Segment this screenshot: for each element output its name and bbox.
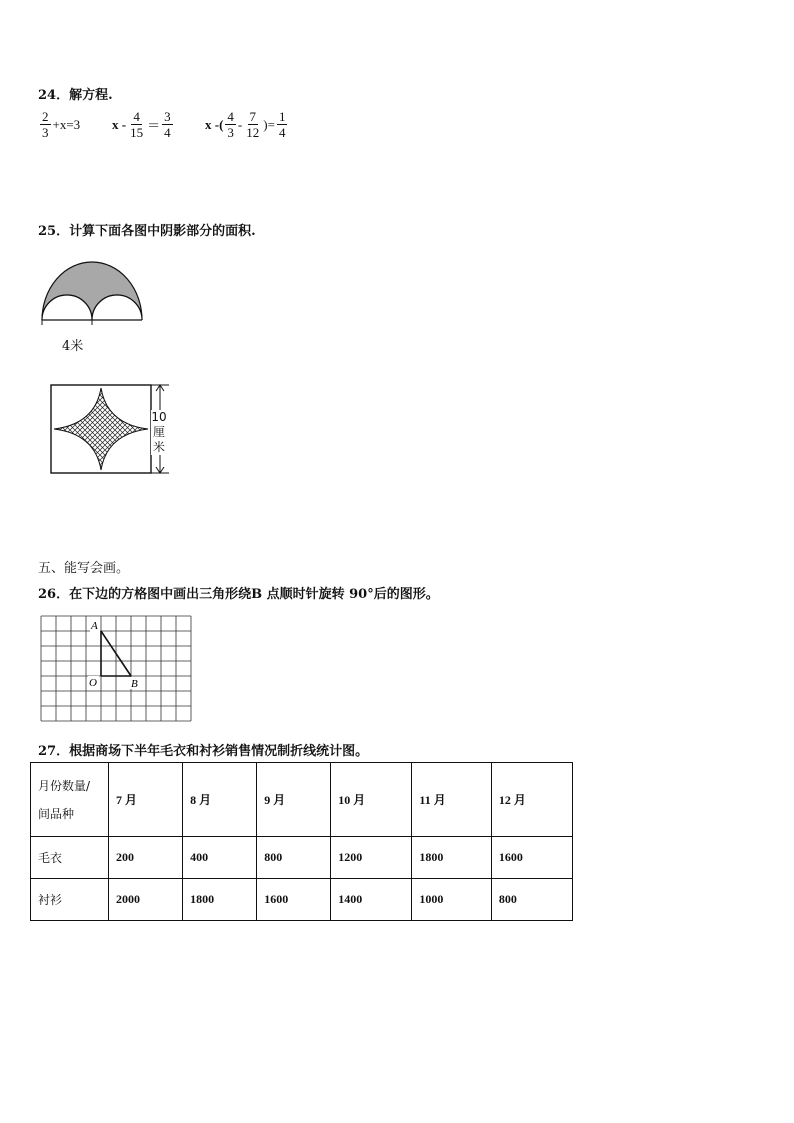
- grid-figure: [38, 612, 194, 722]
- table-cell: 1200: [331, 837, 412, 879]
- fraction: [225, 110, 236, 139]
- table-cell: 800: [491, 879, 572, 921]
- table-cell: 1600: [491, 837, 572, 879]
- equals-sign: ＝: [147, 118, 161, 133]
- point-b-label: B: [131, 678, 138, 690]
- row-label: 毛衣: [31, 837, 109, 879]
- numerator: 1: [278, 109, 286, 124]
- fraction: [40, 110, 51, 139]
- equation-text: )=: [263, 116, 275, 132]
- denominator: 4: [164, 125, 171, 140]
- table-cell: 1800: [412, 837, 492, 879]
- numerator: 3: [164, 109, 171, 124]
- fig1-dimension-label: 4米: [62, 339, 84, 354]
- point-a-label: A: [91, 620, 98, 632]
- table-cell: 200: [109, 837, 183, 879]
- numerator: 4: [227, 109, 234, 124]
- equation-2: [112, 110, 175, 139]
- table-cell: 1800: [183, 879, 257, 921]
- table-cell: 2000: [109, 879, 183, 921]
- table-row: [31, 879, 573, 921]
- corner-line: 间品种: [38, 806, 75, 821]
- q25-title: 25．计算下面各图中阴影部分的面积.: [38, 224, 256, 239]
- numerator: 7: [249, 109, 257, 124]
- equation-3: [205, 110, 289, 139]
- month-header: 12 月: [491, 763, 572, 837]
- fraction: [277, 110, 288, 139]
- minus-sign: -: [237, 116, 243, 132]
- month-header: 10 月: [331, 763, 412, 837]
- month-header: 8 月: [183, 763, 257, 837]
- corner-line: 月份数量/: [38, 778, 91, 793]
- table-cell: 1400: [331, 879, 412, 921]
- fig2-dimension-label: [151, 410, 167, 455]
- table-cell: 1600: [257, 879, 331, 921]
- fraction: [128, 110, 145, 139]
- month-header: 7 月: [109, 763, 183, 837]
- table-cell: 800: [257, 837, 331, 879]
- section-5-title: 五、能写会画。: [38, 561, 130, 576]
- dimension-unit-char: 厘: [152, 425, 165, 439]
- equation-1: [38, 110, 80, 139]
- equation-text: +x=3: [52, 116, 81, 132]
- table-row: [31, 837, 573, 879]
- q27-title: 27．根据商场下半年毛衣和衬衫销售情况制折线统计图。: [38, 744, 369, 759]
- point-o-label: O: [89, 677, 97, 689]
- sales-table: [30, 762, 573, 921]
- denominator: 4: [278, 125, 286, 140]
- denominator: 3: [42, 125, 49, 140]
- semicircle-figure: [38, 255, 148, 327]
- denominator: 3: [227, 125, 234, 140]
- denominator: 12: [246, 125, 260, 140]
- numerator: 2: [42, 109, 49, 124]
- denominator: 15: [130, 125, 144, 140]
- month-header: 11 月: [412, 763, 492, 837]
- table-cell: 1000: [412, 879, 492, 921]
- q24-title: 24．解方程.: [38, 88, 113, 103]
- table-cell: 400: [183, 837, 257, 879]
- equation-text: x -: [112, 116, 127, 132]
- dimension-unit-char: 米: [152, 440, 165, 454]
- fraction: [162, 110, 173, 139]
- table-corner-cell: [31, 763, 109, 837]
- fraction: [244, 110, 261, 139]
- row-label: 衬衫: [31, 879, 109, 921]
- equation-text: x -(: [205, 116, 224, 132]
- table-header-row: [31, 763, 573, 837]
- dimension-number: 10: [151, 410, 167, 424]
- q26-title: 26．在下边的方格图中画出三角形绕B 点顺时针旋转 90°后的图形。: [38, 587, 439, 602]
- month-header: 9 月: [257, 763, 331, 837]
- numerator: 4: [133, 109, 140, 124]
